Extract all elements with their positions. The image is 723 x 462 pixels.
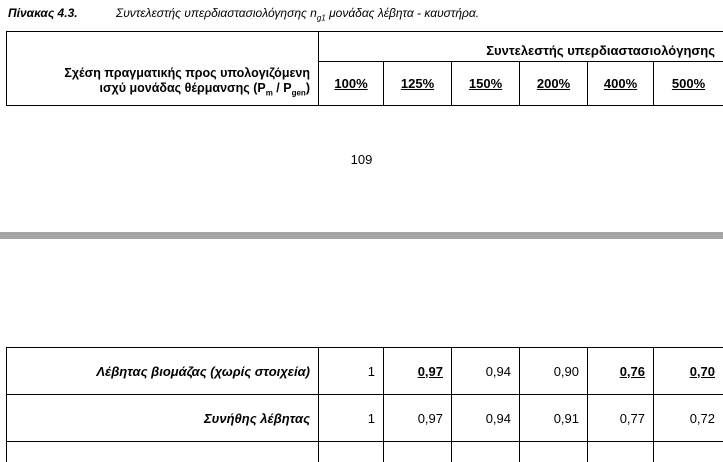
empty-cell: [384, 442, 452, 462]
caption-text: Συντελεστής υπερδιαστασιολόγησης $n_{g1}$ μονάδας λέβητα - καυστήρα.: [116, 6, 479, 20]
value-cell: 1: [319, 348, 384, 395]
value-cell: 1: [319, 395, 384, 442]
empty-cell: [452, 442, 520, 462]
ratio-label-line2: ισχύ μονάδας θέρμανσης $(P_m / P_{gen})$: [7, 81, 310, 101]
header-blank-cell: [7, 32, 319, 62]
table-row-partial: [7, 442, 723, 462]
value-cell: 0,77: [588, 395, 654, 442]
pct-header-cell: 125%: [384, 62, 452, 106]
empty-cell: [319, 442, 384, 462]
value-cell: 0,72: [654, 395, 723, 442]
value-cell: 0,70: [654, 348, 723, 395]
oversizing-factor-header: Συντελεστής υπερδιαστασιολόγησης: [319, 32, 723, 62]
pct-header-cell: 100%: [319, 62, 384, 106]
table-caption: [8, 6, 479, 22]
pct-header-cell: 150%: [452, 62, 520, 106]
value-cell: 0,94: [452, 395, 520, 442]
pct-header-cell: 400%: [588, 62, 654, 106]
value-cell: 0,97: [384, 395, 452, 442]
value-cell: 0,76: [588, 348, 654, 395]
value-cell: 0,97: [384, 348, 452, 395]
row-label: Συνήθης λέβητας: [7, 395, 319, 442]
pct-header-cell: 500%: [654, 62, 723, 106]
caption-label: Πίνακας 4.3.: [8, 6, 116, 20]
empty-cell: [520, 442, 588, 462]
empty-cell: [588, 442, 654, 462]
table-row: [7, 348, 723, 395]
page-separator: [0, 232, 723, 239]
row-label: Λέβητας βιομάζας (χωρίς στοιχεία): [7, 348, 319, 395]
value-cell: 0,91: [520, 395, 588, 442]
values-table: [6, 347, 723, 462]
table-row: [7, 395, 723, 442]
empty-cell: [654, 442, 723, 462]
pct-header-cell: 200%: [520, 62, 588, 106]
value-cell: 0,94: [452, 348, 520, 395]
page-number: 109: [0, 152, 723, 167]
empty-cell: [7, 442, 319, 462]
ratio-label-cell: [7, 62, 319, 106]
ratio-label-line1: Σχέση πραγματικής προς υπολογιζόμενη: [7, 66, 310, 81]
header-table: [6, 31, 723, 106]
value-cell: 0,90: [520, 348, 588, 395]
